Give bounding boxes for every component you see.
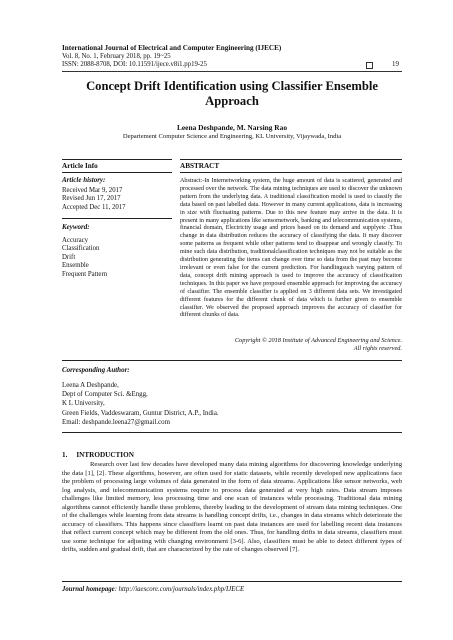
footer-rule	[62, 581, 402, 582]
copyright	[180, 337, 402, 353]
keyword-item: Ensemble	[62, 262, 89, 270]
corresponding-line: Leena A Deshpande,	[62, 382, 119, 389]
history-item: Received Mar 9, 2017	[62, 187, 123, 194]
corresponding-line: Green Fields, Vaddeswaram, Guntur District, A.P., India.	[62, 409, 219, 417]
homepage-url[interactable]: : http://iaescore.com/journals/index.php/IJECE	[114, 586, 245, 593]
corresponding-rule-top	[62, 360, 402, 361]
introduction-text: Research over last few decades have developed many data mining algorithms for discovering knowledge underlying the data [1], [2]. These algorithms, however, are often used for static datasets, while recently developed new applications face the problem of processing large volumes of data generated in the form of data streams. Applications like sensor networks, web log analysis, and telecommunication systems require to process data generated at very high rates. Data stream imposes challenges like limited memory, less processing time and one scan of instances while processing. Traditional data mining algorithms cannot efficiently handle these problems, thereby leading to the development of stream data mining techniques. One of the challenges while learning from data streams is handling concept drifts, i.e., changes in data streams which deteriorate the accuracy of classifiers. This happens since classifiers learnt on past data instances are used for labelling recent data instances that reflect current concept which may be different from the old ones. Thus, for handling drifts in data streams, classifiers must use some technique for adjusting with changing environment [3-6]. Also, classifiers must be able to detect different types of drifts, sudden and gradual drift, that are characterized by the rate of changes observed [7].	[62, 461, 402, 554]
homepage-label: Journal homepage	[62, 586, 115, 593]
header-rule	[62, 71, 402, 72]
history-list	[62, 187, 126, 212]
keyword-list	[62, 237, 107, 279]
keyword-label: Keyword:	[62, 223, 90, 231]
paper-title: Concept Drift Identification using Classifier Ensemble Approach	[86, 79, 378, 108]
affiliation: Departement Computer Science and Engineering, KL University, Vijaywada, India	[122, 133, 342, 140]
abstract-rule-bottom	[180, 172, 402, 173]
copyright-line: Copyright © 2018 Institute of Advanced Engineering and Science.	[234, 337, 402, 344]
history-label: Article history:	[62, 176, 106, 184]
article-info-rule-bottom	[62, 172, 172, 173]
abstract-text: Abstract:-In Internetworking system, the huge amount of data is scattered, generated and processed over the network. The data mining techniques are used to discover the unknown pattern from the underlying data. A traditional classification model is used to classify the data based on past labelled data. However in many current applications, data is increasing in size with fluctuating patterns. Due to this new feature may arrive in the data. It is present in many applications like sensornetwork, banking and telecommunication systems, financial domain, Electricity usage and prices based on its demand and supplyetc .Thus change in data distribution reduces the accuracy of classifying the data. It may discover some patterns as frequent while other patterns tend to disappear and wrongly classify. To mine such data distribution, traditionalclassification techniques may not be suitable as the distribution generating the items can change over time so data from the past may become irrelevant or even false for the current prediction. For handlingsuch varying pattern of data, concept drift mining approach is used to improve the accuracy of classification techniques. In this paper we have proposed ensemble approach for improving the accuracy of classifier. The ensemble classifier is applied on 3 different data sets. We investigated different features for the different chunk of data which is further given to ensemble classifier. We observed the proposed approach improves the accuracy of classifier for different chunks of data.	[180, 178, 402, 319]
page-number: 19	[392, 60, 399, 68]
corresponding-email: Email: deshpande.leena27@gmail.com	[62, 418, 170, 426]
abstract-heading: ABSTRACT	[180, 162, 220, 170]
abstract-rule-top	[180, 159, 402, 160]
issn-info: ISSN: 2088-8708, DOI: 10.11591/ijece.v8i1.pp19-25	[62, 61, 207, 68]
keyword-item: Accuracy	[62, 237, 89, 244]
keyword-item: Drift	[62, 253, 76, 261]
corresponding-line: Dept of Computer Sci. &Engg,	[62, 391, 148, 399]
square-icon	[366, 62, 373, 69]
journal-name: International Journal of Electrical and Computer Engineering (IJECE)	[62, 44, 282, 52]
volume-info: Vol. 8, No. 1, February 2018, pp. 19~25	[62, 53, 171, 60]
corresponding-line: K L University,	[62, 400, 105, 408]
keyword-item: Classification	[62, 245, 100, 253]
authors: Leena Deshpande, M. Narsing Rao	[176, 123, 288, 132]
history-item: Revised Jun 17, 2017	[62, 195, 121, 203]
corresponding-rule-bottom	[62, 432, 402, 433]
corresponding-heading: Corresponding Author:	[62, 366, 130, 374]
journal-homepage	[62, 586, 244, 593]
history-item: Accepted Dec 11, 2017	[62, 203, 126, 211]
introduction-heading: 1. INTRODUCTION	[62, 451, 134, 459]
article-info-heading: Article Info	[62, 162, 98, 170]
copyright-line: All rights reserved.	[353, 345, 402, 352]
introduction-paragraph	[62, 461, 402, 555]
keyword-rule	[62, 218, 172, 219]
article-info-rule-top	[62, 159, 172, 160]
corresponding-details	[62, 381, 219, 427]
keyword-item: Frequent Pattern	[62, 270, 108, 278]
